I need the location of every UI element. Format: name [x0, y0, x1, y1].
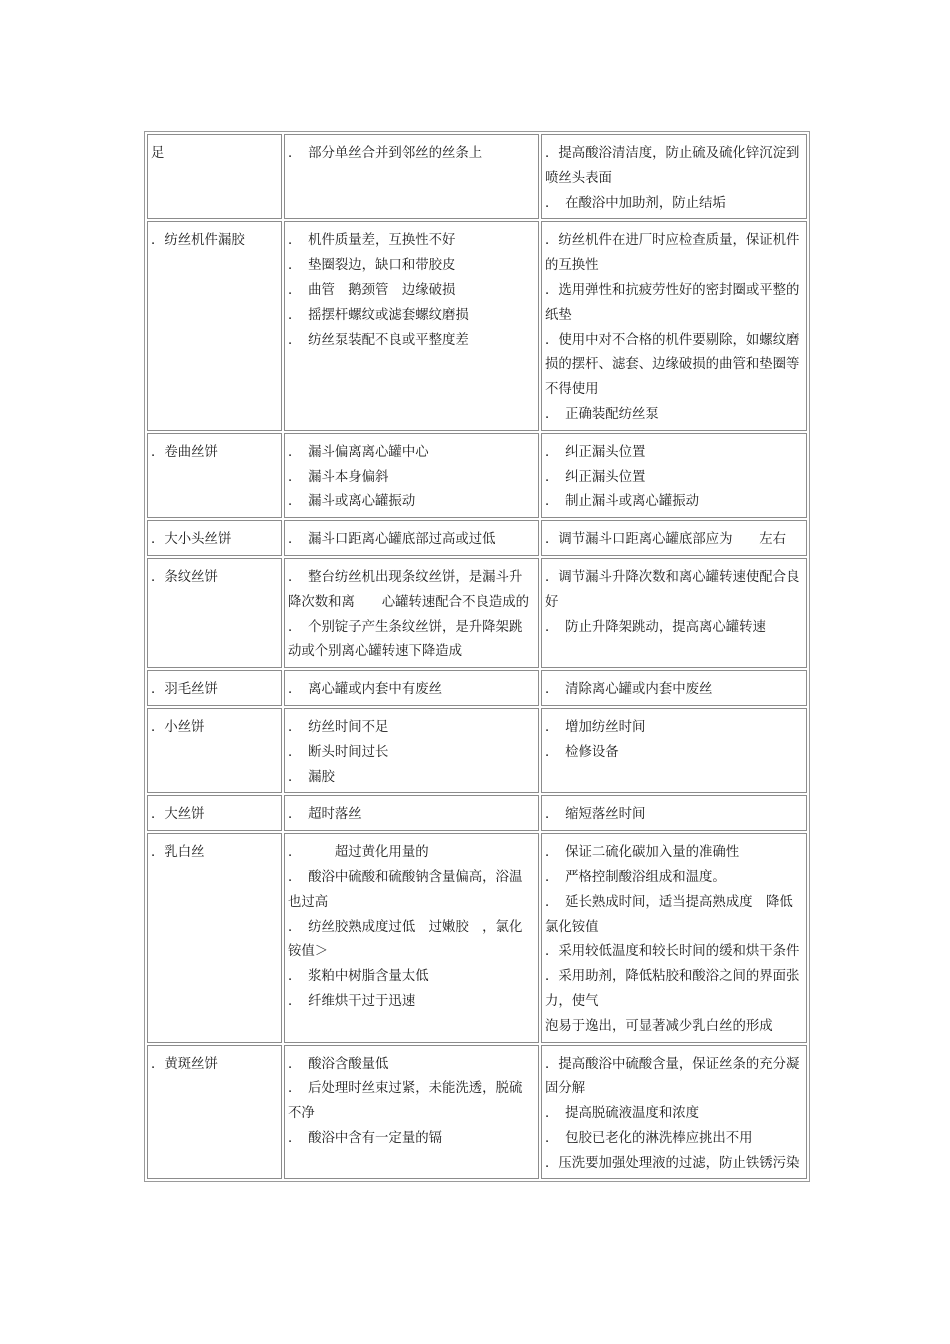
causes-line: ． 纺丝胶熟成度过低 过嫩胶 ，氯化铵值＞: [288, 919, 523, 960]
remedies-line: ．使用中对不合格的机件要剔除，如螺纹磨损的摆杆、滤套、边缘破损的曲管和垫圈等不得使用: [545, 332, 800, 398]
table-row: [147, 520, 807, 556]
defect-line: ．大丝饼: [151, 807, 205, 823]
defect-cell: [147, 670, 282, 706]
causes-line: ． 超时落丝: [288, 807, 362, 823]
remedies-line: ． 纠正漏头位置: [545, 469, 646, 485]
remedies-line: ． 清除离心罐或内套中废丝: [545, 682, 713, 698]
causes-line: ． 机件质量差，互换性不好: [288, 233, 456, 249]
causes-cell: [284, 708, 539, 793]
table-row: [147, 433, 807, 518]
table-row: [147, 670, 807, 706]
defect-cell: [147, 558, 282, 668]
remedies-line: ． 增加纺丝时间: [545, 719, 646, 735]
remedies-line: ．选用弹性和抗疲劳性好的密封圈或平整的纸垫: [545, 282, 800, 323]
causes-line: ． 后处理时丝束过紧，未能洗透，脱硫不净: [288, 1081, 523, 1122]
causes-cell: [284, 670, 539, 706]
defect-cell: [147, 1045, 282, 1180]
causes-line: ． 漏胶: [288, 769, 335, 785]
table-row: [147, 708, 807, 793]
remedies-cell: [541, 670, 807, 706]
remedies-line: ． 延长熟成时间，适当提高熟成度 降低氯化铵值: [545, 894, 793, 935]
causes-line: ． 酸浴中含有一定量的镉: [288, 1130, 442, 1146]
remedies-cell: [541, 795, 807, 831]
defect-line: ．大小头丝饼: [151, 532, 232, 548]
causes-line: ． 曲管 鹅颈管 边缘破损: [288, 282, 456, 298]
remedies-line: ． 缩短落丝时间: [545, 807, 646, 823]
causes-cell: [284, 795, 539, 831]
remedies-line: ． 保证二硫化碳加入量的准确性: [545, 845, 740, 861]
causes-cell: [284, 1045, 539, 1180]
remedies-line: ． 正确装配纺丝泵: [545, 406, 659, 422]
remedies-line: 泡易于逸出，可显著减少乳白丝的形成: [545, 1018, 773, 1034]
defect-cell: [147, 795, 282, 831]
table-row: [147, 134, 807, 219]
remedies-cell: [541, 520, 807, 556]
defect-cell: [147, 134, 282, 219]
defect-line: 足: [151, 146, 165, 161]
remedies-line: ． 包胶已老化的淋洗棒应挑出不用: [545, 1130, 753, 1146]
remedies-line: ．纺丝机件在进厂时应检查质量，保证机件的互换性: [545, 233, 800, 274]
remedies-line: ．压洗要加强处理液的过滤，防止铁锈污染: [545, 1155, 800, 1171]
causes-line: ． 超过黄化用量的: [288, 845, 429, 861]
table-row: [147, 833, 807, 1042]
remedies-line: ．调节漏斗升降次数和离心罐转速使配合良好: [545, 569, 800, 610]
defect-remedy-table: [144, 131, 810, 1182]
remedies-line: ． 严格控制酸浴组成和温度。: [545, 869, 726, 885]
causes-cell: [284, 558, 539, 668]
causes-line: ． 纤维烘干过于迅速: [288, 993, 416, 1009]
remedies-cell: [541, 558, 807, 668]
remedies-cell: [541, 134, 807, 219]
causes-line: ． 纺丝时间不足: [288, 719, 389, 735]
causes-line: ． 部分单丝合并到邻丝的丝条上: [288, 146, 483, 161]
remedies-cell: [541, 708, 807, 793]
causes-line: ． 个别锭子产生条纹丝饼，是升降架跳动或个别离心罐转速下降造成: [288, 619, 523, 660]
remedies-line: ．采用较低温度和较长时间的缓和烘干条件: [545, 944, 800, 960]
defect-cell: [147, 221, 282, 430]
remedies-cell: [541, 433, 807, 518]
causes-cell: [284, 134, 539, 219]
causes-line: ． 摇摆杆螺纹或滤套螺纹磨损: [288, 307, 469, 323]
table-body: [147, 134, 807, 1179]
remedies-line: ．调节漏斗口距离心罐底部应为 左右: [545, 532, 787, 548]
remedies-cell: [541, 1045, 807, 1180]
causes-line: ． 纺丝泵装配不良或平整度差: [288, 332, 469, 348]
defect-line: ．羽毛丝饼: [151, 682, 218, 698]
defect-line: ．纺丝机件漏胶: [151, 233, 245, 249]
defect-line: ．黄斑丝饼: [151, 1056, 218, 1072]
table-row: [147, 1045, 807, 1180]
causes-line: ． 离心罐或内套中有废丝: [288, 682, 442, 698]
remedies-line: ． 在酸浴中加助剂，防止结垢: [545, 195, 726, 211]
causes-line: ． 整台纺丝机出现条纹丝饼，是漏斗升降次数和离 心罐转速配合不良造成的: [288, 569, 530, 610]
remedies-line: ． 提高脱硫液温度和浓度: [545, 1106, 699, 1122]
causes-line: ． 浆粕中树脂含量太低: [288, 969, 429, 985]
causes-cell: [284, 433, 539, 518]
causes-line: ． 垫圈裂边，缺口和带胶皮: [288, 258, 456, 274]
defect-line: ．乳白丝: [151, 845, 205, 861]
causes-cell: [284, 833, 539, 1042]
remedies-cell: [541, 221, 807, 430]
causes-line: ． 漏斗本身偏斜: [288, 469, 389, 485]
defect-cell: [147, 520, 282, 556]
remedies-line: ．采用助剂，降低粘胶和酸浴之间的界面张力，使气: [545, 969, 800, 1009]
defect-cell: [147, 833, 282, 1042]
defect-line: ．卷曲丝饼: [151, 444, 218, 460]
causes-cell: [284, 520, 539, 556]
causes-line: ． 断头时间过长: [288, 744, 389, 760]
defect-cell: [147, 708, 282, 793]
defect-line: ．小丝饼: [151, 719, 205, 735]
table-row: [147, 221, 807, 430]
causes-cell: [284, 221, 539, 430]
remedies-line: ． 纠正漏头位置: [545, 444, 646, 460]
remedies-cell: [541, 833, 807, 1042]
defect-cell: [147, 433, 282, 518]
causes-line: ． 酸浴中硫酸和硫酸钠含量偏高，浴温也过高: [288, 869, 523, 910]
table-row: [147, 558, 807, 668]
causes-line: ． 漏斗偏离离心罐中心: [288, 444, 429, 460]
causes-line: ． 酸浴含酸量低: [288, 1056, 389, 1072]
remedies-line: ． 制止漏斗或离心罐振动: [545, 494, 699, 510]
causes-line: ． 漏斗口距离心罐底部过高或过低: [288, 532, 496, 548]
remedies-line: ． 防止升降架跳动，提高离心罐转速: [545, 619, 766, 635]
table-row: [147, 795, 807, 831]
causes-line: ． 漏斗或离心罐振动: [288, 494, 416, 510]
remedies-line: ．提高酸浴中硫酸含量，保证丝条的充分凝固分解: [545, 1056, 800, 1097]
remedies-line: ． 检修设备: [545, 744, 619, 760]
defect-line: ．条纹丝饼: [151, 569, 218, 585]
remedies-line: ．提高酸浴清洁度，防止硫及硫化锌沉淀到喷丝头表面: [545, 146, 800, 186]
